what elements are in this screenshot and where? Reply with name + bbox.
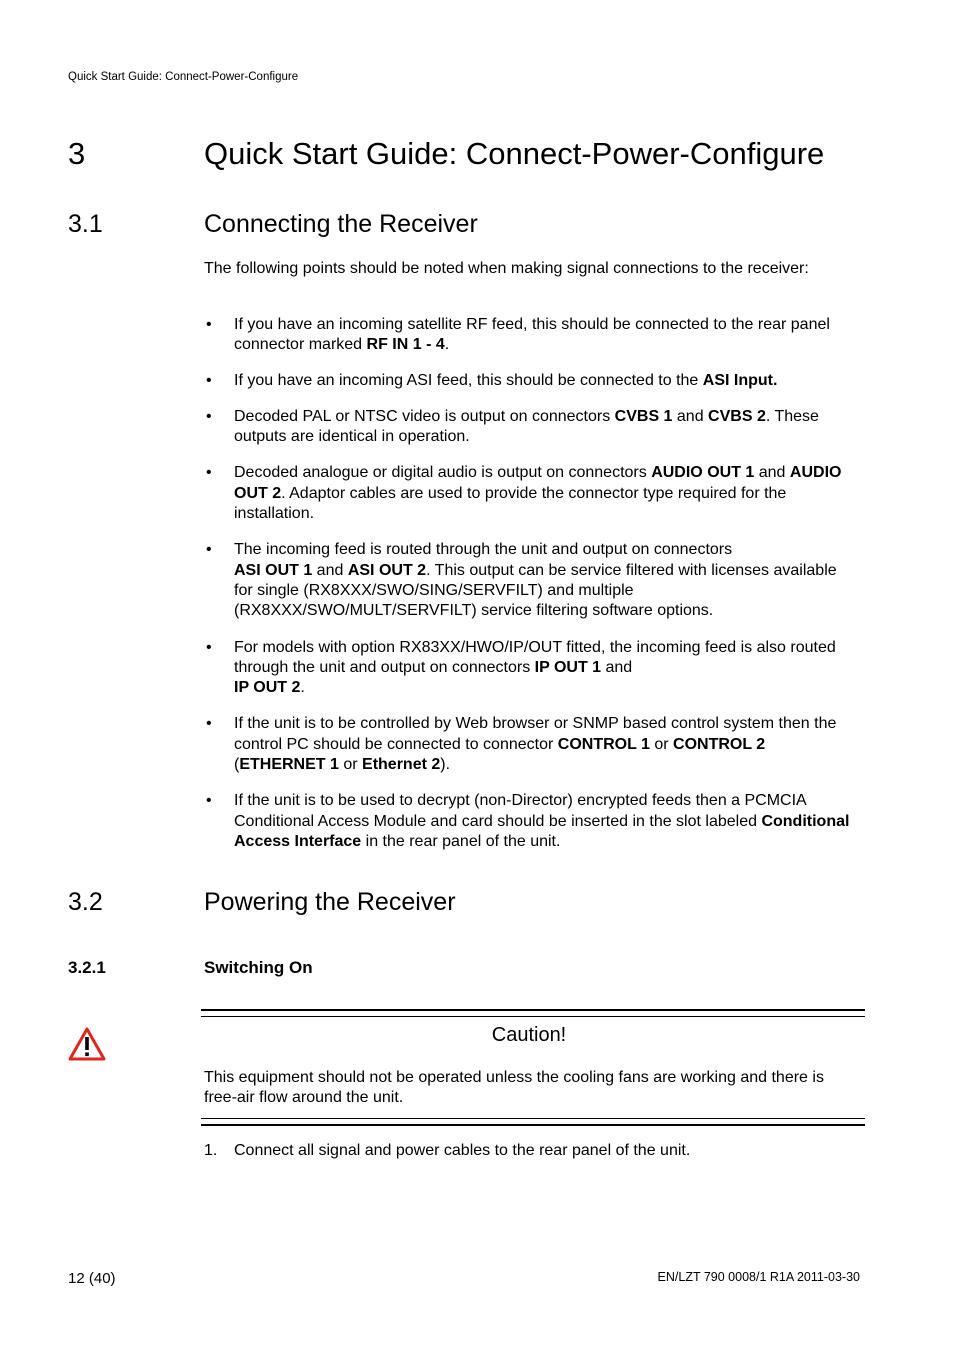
bold-term: AUDIO OUT 2	[234, 464, 842, 502]
bold-term: Conditional Access Interface	[234, 812, 850, 850]
bullet-text: . This output can be service filtered with licenses available for single (RX8XXX/SWO/SING/SERVFILT) and multiple (RX8XXX/SWO/MULT/SERVFILT) service filtering software options.	[234, 561, 837, 620]
bullet-text: If the unit is to be controlled by Web browser or SNMP based control system then the control PC should be connected to connector	[234, 715, 837, 753]
bullet-text: If the unit is to be used to decrypt (non-Director) encrypted feeds then a PCMCIA Conditional Access Module and card should be inserted in the slot labeled	[234, 792, 806, 830]
caution-title: Caution!	[491, 1024, 567, 1046]
caution-top-rule-thin	[201, 1016, 865, 1017]
bullet-marker: •	[206, 638, 212, 656]
bullet-text: and	[672, 407, 709, 425]
step-item	[204, 1141, 854, 1161]
doc-date: 2011-03-30	[796, 1270, 860, 1284]
bullet-text: Decoded analogue or digital audio is output on connectors	[234, 464, 652, 482]
bullet-item	[204, 714, 854, 775]
document-reference	[658, 1270, 860, 1284]
step-number: 1.	[204, 1142, 218, 1159]
bullet-text: .	[444, 336, 450, 354]
bold-term: AUDIO OUT 1	[651, 464, 755, 482]
bullet-marker: •	[206, 316, 212, 333]
bullet-item	[204, 638, 854, 699]
bullet-marker: •	[206, 792, 212, 810]
caution-body: This equipment should not be operated unless the cooling fans are working and there is free-air flow around the unit.	[204, 1069, 824, 1107]
section-number: 3.1	[68, 210, 103, 238]
bold-term: CVBS 1	[614, 407, 673, 425]
bullet-text: in the rear panel of the unit.	[361, 832, 561, 850]
chapter-number: 3	[68, 136, 86, 171]
bullet-item	[204, 791, 854, 852]
intro-paragraph: The following points should be noted when making signal connections to the receiver:	[204, 260, 809, 277]
bold-term: ASI OUT 2	[347, 561, 427, 579]
bullet-text: . These outputs are identical in operation.	[234, 407, 819, 446]
bold-term: CVBS 2	[708, 407, 766, 425]
bullet-text: and	[601, 658, 633, 676]
bullet-text: If you have an incoming ASI feed, this should be connected to the	[234, 371, 703, 389]
bold-term: Ethernet 2	[362, 756, 441, 774]
bullet-item	[204, 315, 854, 356]
bullet-marker: •	[206, 715, 212, 733]
bold-term: ASI Input.	[702, 371, 778, 389]
chapter-title: Quick Start Guide: Connect-Power-Configure	[204, 136, 825, 171]
bullet-marker: •	[206, 407, 212, 425]
bullet-marker: •	[206, 464, 212, 482]
section-title: Powering the Receiver	[204, 888, 456, 916]
bold-term: IP OUT 2	[234, 679, 301, 697]
section-title: Connecting the Receiver	[204, 210, 478, 238]
bold-term: IP OUT 1	[534, 658, 602, 676]
bullet-item	[204, 371, 854, 391]
bullet-marker: •	[206, 541, 212, 559]
bullet-text: or	[338, 756, 363, 774]
bold-term: CONTROL 2	[673, 735, 766, 753]
bullet-item	[204, 540, 854, 621]
bullet-text: ).	[440, 756, 451, 774]
caution-top-rule	[201, 1009, 865, 1011]
bullet-text: .	[300, 679, 305, 697]
page-number: 12 (40)	[68, 1270, 116, 1287]
bullet-text: The incoming feed is routed through the unit and output on connectors	[234, 541, 733, 559]
running-header: Quick Start Guide: Connect-Power-Configure	[68, 71, 299, 83]
bullet-text: Decoded PAL or NTSC video is output on connectors	[234, 407, 615, 425]
bullet-text: and	[754, 464, 790, 482]
subsection-title: Switching On	[204, 958, 313, 977]
bold-term: CONTROL 1	[557, 735, 650, 753]
bullet-text: (	[234, 756, 240, 774]
bullet-text: If you have an incoming satellite RF feed, this should be connected to the rear panel connector marked	[234, 316, 830, 354]
warning-triangle-icon	[67, 1026, 107, 1062]
bold-term: RF IN 1 - 4	[366, 336, 445, 354]
doc-ref: EN/LZT 790 0008/1 R1A	[657, 1270, 794, 1284]
bullet-marker: •	[206, 371, 212, 389]
connection-bullet-list	[204, 315, 854, 852]
bullet-text: and	[312, 561, 348, 579]
bullet-text: . Adaptor cables are used to provide the connector type required for the installation.	[234, 484, 787, 523]
bold-term: ASI OUT 1	[234, 561, 313, 579]
caution-bottom-rule-thin	[201, 1118, 865, 1119]
step-text: Connect all signal and power cables to the rear panel of the unit.	[234, 1142, 691, 1159]
bullet-text: or	[649, 735, 674, 753]
bullet-text: For models with option RX83XX/HWO/IP/OUT fitted, the incoming feed is also routed through the unit and output on connectors	[234, 638, 836, 676]
bullet-item	[204, 407, 854, 448]
bullet-item	[204, 463, 854, 524]
caution-bottom-rule	[201, 1124, 865, 1126]
section-number: 3.2	[68, 888, 103, 916]
bold-term: ETHERNET 1	[239, 756, 339, 774]
subsection-number: 3.2.1	[68, 958, 106, 977]
